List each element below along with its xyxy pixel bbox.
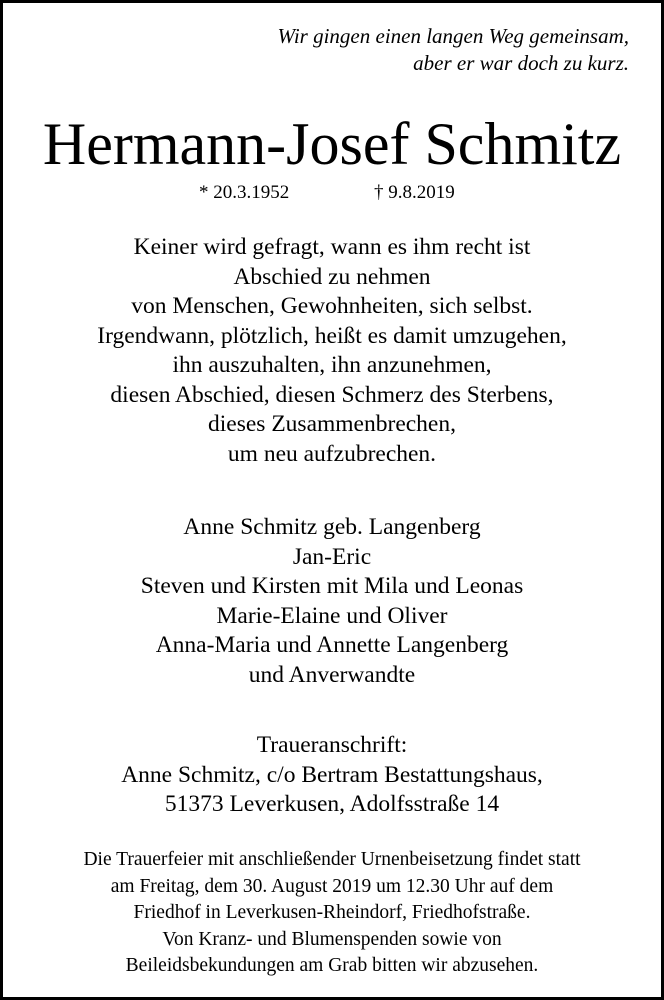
service-line: Friedhof in Leverkusen-Rheindorf, Friedhofstraße. [133, 902, 531, 923]
poem-line: um neu aufzubrechen. [227, 440, 437, 467]
motto-line: aber er war doch zu kurz. [413, 51, 629, 75]
poem-line: von Menschen, Gewohnheiten, sich selbst. [131, 293, 533, 319]
mourner-line: und Anverwandte [248, 661, 416, 688]
address-heading: Traueranschrift: [256, 732, 408, 758]
service-line: Beileidsbekundungen am Grab bitten wir abzusehen. [125, 955, 539, 976]
motto [278, 23, 630, 77]
deceased-name: Hermann-Josef Schmitz [42, 111, 622, 177]
mourners-list [3, 513, 661, 690]
funeral-service-info [3, 847, 661, 980]
address-line: 51373 Leverkusen, Adolfsstraße 14 [164, 791, 500, 817]
poem-line: dieses Zusammenbrechen, [208, 411, 456, 437]
address-line: Anne Schmitz, c/o Bertram Bestattungshaus, [121, 761, 543, 788]
service-line: am Freitag, dem 30. August 2019 um 12.30 Uhr auf dem [110, 875, 554, 897]
poem [3, 233, 661, 469]
life-dates [3, 181, 661, 209]
service-line: Die Trauerfeier mit anschließender Urnenbeisetzung findet statt [83, 849, 581, 870]
motto-line: Wir gingen einen langen Weg gemeinsam, [277, 24, 629, 48]
mourner-line: Jan-Eric [292, 543, 372, 570]
poem-line: Keiner wird gefragt, wann es ihm recht ist [133, 234, 531, 260]
death-date: † 9.8.2019 [374, 182, 455, 203]
mourner-line: Marie-Elaine und Oliver [216, 602, 448, 629]
poem-line: ihn auszuhalten, ihn anzunehmen, [172, 352, 492, 378]
service-line: Von Kranz- und Blumenspenden sowie von [162, 928, 502, 950]
poem-line: Irgendwann, plötzlich, heißt es damit umzugehen, [97, 322, 567, 349]
birth-date: * 20.3.1952 [199, 182, 290, 203]
mourner-line: Steven und Kirsten mit Mila und Leonas [140, 573, 524, 599]
poem-line: Abschied zu nehmen [233, 263, 431, 290]
mourner-line: Anna-Maria und Annette Langenberg [155, 632, 509, 658]
mourning-address [3, 731, 661, 820]
mourner-line: Anne Schmitz geb. Langenberg [183, 514, 481, 540]
poem-line: diesen Abschied, diesen Schmerz des Sterbens, [110, 381, 554, 408]
